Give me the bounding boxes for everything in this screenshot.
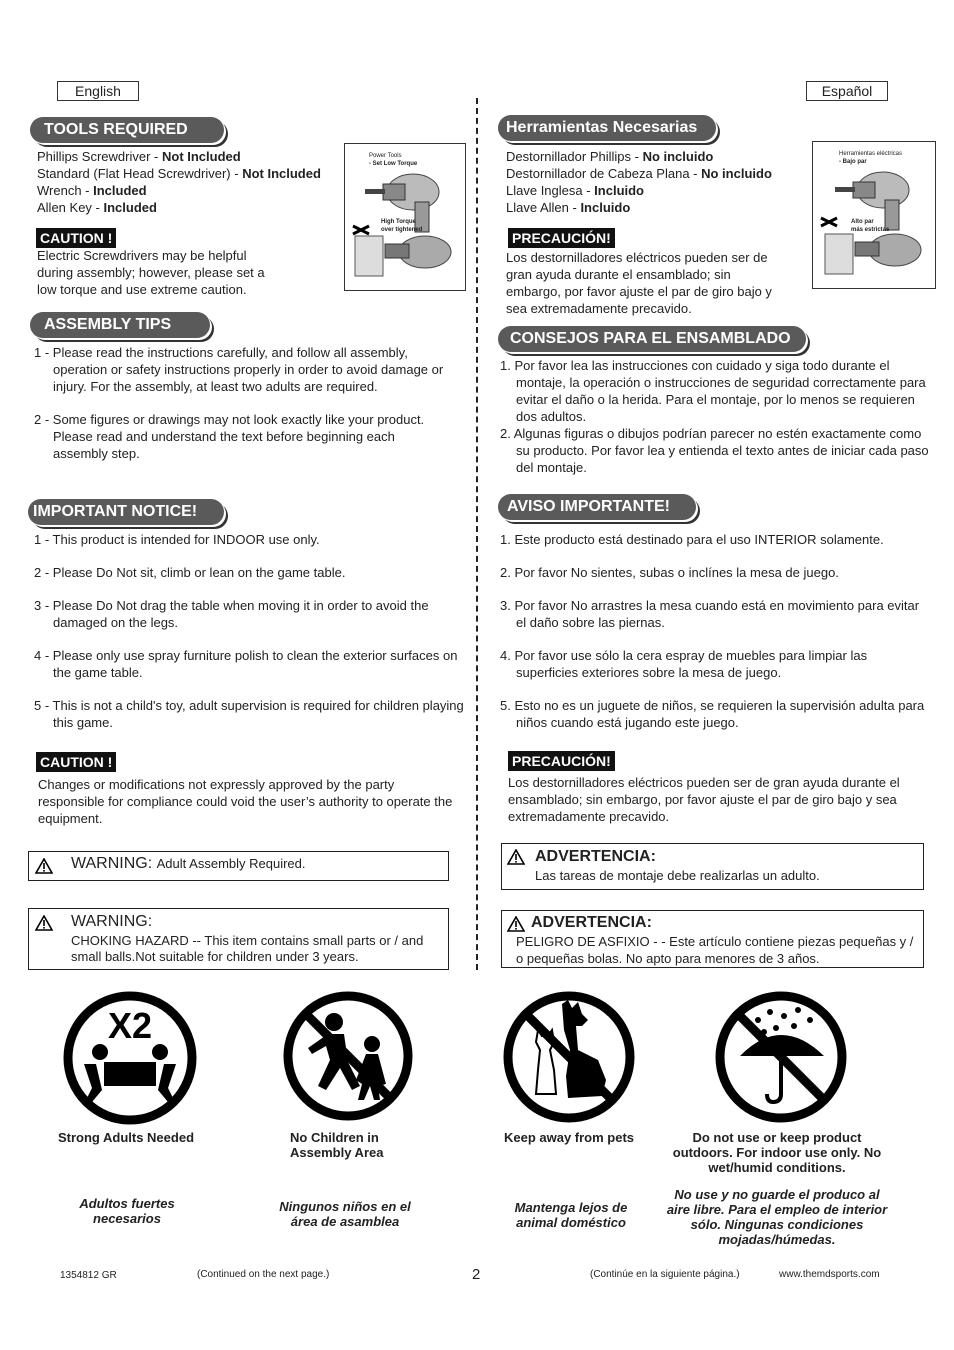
tool-item: Destornillador de Cabeza Plana - No incluido <box>506 166 772 181</box>
warning-label: WARNING: <box>71 855 153 872</box>
caption-adultos-fuertes: Adultos fuertes necesarios <box>79 1196 175 1226</box>
list-item: 4 - Please only use spray furniture polish to clean the exterior surfaces on the game table. <box>34 648 458 680</box>
assembly-tips-heading: ASSEMBLY TIPS <box>30 312 210 338</box>
caption-ningunos-ninos: Ningunos niños en el área de asamblea <box>279 1199 411 1229</box>
important-notice-heading: IMPORTANT NOTICE! <box>28 499 224 525</box>
tool-item: Wrench - Included <box>37 183 147 198</box>
page-number: 2 <box>472 1266 481 1283</box>
tools-required-heading: TOOLS REQUIRED <box>30 117 224 143</box>
advertencia-box-adult <box>501 843 924 890</box>
advertencia-text: PELIGRO DE ASFIXIO - - Este artículo contiene piezas pequeñas y / o pequeñas bolas. No apto para menores de 3 años. <box>516 934 914 966</box>
precaucion-text: Los destornilladores eléctricos pueden ser de gran ayuda durante el ensamblado; sin embargo, por favor ajuste el par de giro bajo y sea extremadamente precavido. <box>506 250 772 316</box>
column-divider <box>476 98 478 970</box>
list-item: 3 - Please Do Not drag the table when moving it in order to avoid the damaged on the legs. <box>34 598 429 630</box>
warning-box-choking <box>28 908 449 970</box>
caption-no-pets: Keep away from pets <box>503 1130 635 1145</box>
precaucion-badge: PRECAUCIÓN! <box>508 228 615 248</box>
warning-triangle-icon <box>35 858 53 874</box>
caption-indoor-only: Do not use or keep product outdoors. For indoor use only. No wet/humid conditions. <box>672 1130 882 1175</box>
caption-mantenga-lejos: Mantenga lejos de animal doméstico <box>514 1200 628 1230</box>
no-pets-icon <box>502 990 636 1124</box>
warning-triangle-icon <box>35 915 53 931</box>
list-item: 5 - This is not a child's toy, adult supervision is required for children playing this game. <box>34 698 464 730</box>
list-item: 5. Esto no es un juguete de niños, se requieren la supervisión adulta para niños cuando está jugando este juego. <box>500 698 925 730</box>
list-item: 3. Por favor No arrastres la mesa cuando está en movimiento para evitar el daño sobre las piernas. <box>500 598 920 630</box>
important-notice-list-en <box>34 531 474 731</box>
warning-label: WARNING: <box>71 913 153 930</box>
list-item: 2. Por favor No sientes, subas o inclínes la mesa de juego. <box>500 565 839 580</box>
continued-en: (Continued on the next page.) <box>197 1269 330 1280</box>
assembly-tips-list-en <box>34 344 449 462</box>
list-item: 1 - Please read the instructions carefully, and follow all assembly, operation or safety instructions properly in order to avoid damage or injury. For the assembly, at least two adults are required. <box>34 345 444 394</box>
list-item: 4. Por favor use sólo la cera espray de muebles para limpiar las superficies exteriores sobre la mesa de juego. <box>500 648 868 680</box>
list-item: 2 - Some figures or drawings may not look exactly like your product. Please read and understand the text before beginning each assembly step. <box>34 412 425 461</box>
precaucion-text-2: Los destornilladores eléctricos pueden ser de gran ayuda durante el ensamblado; sin embargo, por favor ajuste el par de giro bajo y sea extremadamente precavido. <box>508 775 900 824</box>
drill-icon <box>345 144 465 290</box>
advertencia-text: Las tareas de montaje debe realizarlas un adulto. <box>535 868 820 883</box>
herramientas-heading: Herramientas Necesarias <box>498 115 716 141</box>
x2-label: X2 <box>107 1005 153 1046</box>
list-item: 2 - Please Do Not sit, climb or lean on the game table. <box>34 565 346 580</box>
power-tool-illustration-en: Power Tools - Set Low Torque High Torque over tightened <box>344 143 466 291</box>
tool-item: Allen Key - Included <box>37 200 157 215</box>
tools-list-es <box>506 148 806 216</box>
tool-item: Llave Inglesa - Incluido <box>506 183 645 198</box>
tool-item: Destornillador Phillips - No incluido <box>506 149 714 164</box>
consejos-heading: CONSEJOS PARA EL ENSAMBLADO <box>498 326 806 352</box>
warning-text: Adult Assembly Required. <box>156 856 306 871</box>
advertencia-label: ADVERTENCIA: <box>531 914 652 931</box>
lang-label-spanish: Español <box>806 81 888 101</box>
caution-text-2: Changes or modifications not expressly approved by the party responsible for compliance could void the user’s authority to operate the equipment. <box>38 777 453 826</box>
advertencia-box-asfixio <box>501 910 924 968</box>
caption-strong-adults: Strong Adults Needed <box>57 1130 195 1145</box>
tools-list-en <box>37 148 347 216</box>
list-item: 1. Por favor lea las instrucciones con cuidado y siga todo durante el montaje, la operación o instrucciones de seguridad correctamente para evitar el daño o la herida. Para el montaje, por lo menos se requieren dos adultos. <box>500 358 926 424</box>
caution-badge: CAUTION ! <box>36 228 116 248</box>
tool-item: Standard (Flat Head Screwdriver) - Not Included <box>37 166 321 181</box>
website-link[interactable]: www.themdsports.com <box>779 1269 880 1280</box>
caption-no-use-exterior: No use y no guarde el produco al aire libre. Para el empleo de interior sólo. Ningunas condiciones mojadas/húmedas. <box>666 1187 888 1247</box>
consejos-list-es <box>500 357 930 476</box>
drill-icon <box>813 142 935 288</box>
advertencia-label: ADVERTENCIA: <box>535 848 656 865</box>
warning-triangle-icon <box>507 916 525 932</box>
aviso-list-es <box>500 531 930 731</box>
product-code: 1354812 GR <box>60 1270 117 1281</box>
continued-es: (Continúe en la siguiente página.) <box>590 1269 740 1280</box>
caution-text: Electric Screwdrivers may be helpful during assembly; however, please set a low torque and use extreme caution. <box>37 248 265 297</box>
no-children-icon <box>282 990 414 1122</box>
list-item: 1 - This product is intended for INDOOR use only. <box>34 532 320 547</box>
aviso-heading: AVISO IMPORTANTE! <box>498 494 696 520</box>
warning-triangle-icon <box>507 849 525 865</box>
warning-text: CHOKING HAZARD -- This item contains small parts or / and small balls.Not suitable for children under 3 years. <box>71 933 424 964</box>
no-outdoor-icon <box>714 990 848 1124</box>
caution-badge-2: CAUTION ! <box>36 752 116 772</box>
precaucion-badge-2: PRECAUCIÓN! <box>508 751 615 771</box>
power-tool-illustration-es: Herramientas eléctricas - Bajo par Alto par más estrictas <box>812 141 936 289</box>
tool-item: Phillips Screwdriver - Not Included <box>37 149 241 164</box>
two-adults-icon <box>62 990 198 1126</box>
warning-box-adult-assembly <box>28 851 449 881</box>
list-item: 1. Este producto está destinado para el uso INTERIOR solamente. <box>500 532 884 547</box>
tool-item: Llave Allen - Incluido <box>506 200 631 215</box>
caption-no-children: No Children in Assembly Area <box>290 1130 384 1160</box>
list-item: 2. Algunas figuras o dibujos podrían parecer no estén exactamente como su producto. Por favor lea y entienda el texto antes de iniciar cada paso del montaje. <box>500 426 929 475</box>
lang-label-english: English <box>57 81 139 101</box>
